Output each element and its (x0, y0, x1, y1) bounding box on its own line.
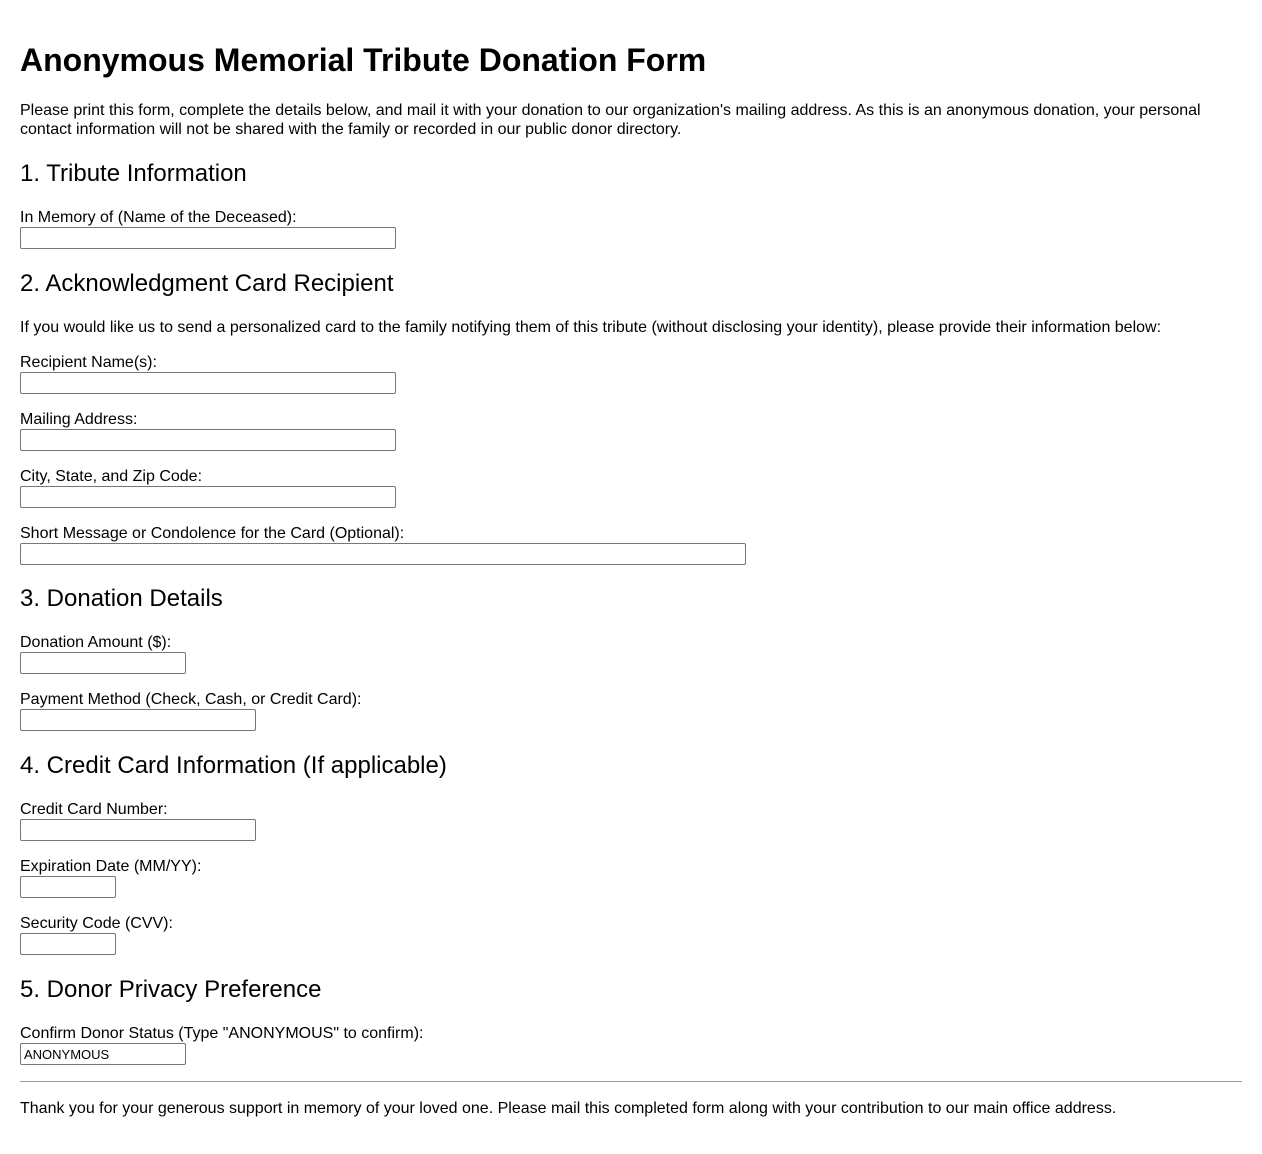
mailing-address-label: Mailing Address: (20, 411, 138, 428)
card-message-input[interactable] (20, 543, 746, 565)
expiration-date-label: Expiration Date (MM/YY): (20, 858, 202, 875)
page-title: Anonymous Memorial Tribute Donation Form (20, 42, 707, 78)
intro-text: Please print this form, complete the details below, and mail it with your donation to our organization's mailing address. As this is an anonymous donation, your personal contact information will not be shared with the family or recorded in our public donor directory. (20, 102, 1201, 138)
security-code-label: Security Code (CVV): (20, 915, 173, 932)
in-memory-input[interactable] (20, 227, 396, 249)
city-state-zip-label: City, State, and Zip Code: (20, 468, 203, 485)
mailing-address-input[interactable] (20, 429, 396, 451)
footer-text: Thank you for your generous support in memory of your loved one. Please mail this completed form along with your contribution to our main office address. (20, 1100, 1117, 1117)
acknowledgment-description: If you would like us to send a personalized card to the family notifying them of this tribute (without disclosing your identity), please provide their information below: (20, 319, 1162, 336)
footer-divider (20, 1081, 1242, 1082)
donation-amount-label: Donation Amount ($): (20, 634, 172, 651)
section-heading-tribute: 1. Tribute Information (20, 160, 247, 187)
credit-card-number-label: Credit Card Number: (20, 801, 168, 818)
donation-amount-input[interactable] (20, 652, 186, 674)
city-state-zip-input[interactable] (20, 486, 396, 508)
recipient-name-label: Recipient Name(s): (20, 354, 157, 371)
recipient-name-input[interactable] (20, 372, 396, 394)
security-code-input[interactable] (20, 933, 116, 955)
payment-method-label: Payment Method (Check, Cash, or Credit Card): (20, 691, 362, 708)
donor-status-input[interactable] (20, 1043, 186, 1065)
in-memory-label: In Memory of (Name of the Deceased): (20, 209, 297, 226)
card-message-label: Short Message or Condolence for the Card (Optional): (20, 525, 405, 542)
credit-card-number-input[interactable] (20, 819, 256, 841)
expiration-date-input[interactable] (20, 876, 116, 898)
donor-status-label: Confirm Donor Status (Type "ANONYMOUS" to confirm): (20, 1025, 424, 1042)
payment-method-input[interactable] (20, 709, 256, 731)
section-heading-donation: 3. Donation Details (20, 585, 223, 612)
section-heading-privacy: 5. Donor Privacy Preference (20, 976, 322, 1003)
section-heading-acknowledgment: 2. Acknowledgment Card Recipient (20, 270, 394, 297)
section-heading-credit-card: 4. Credit Card Information (If applicable) (20, 752, 447, 779)
